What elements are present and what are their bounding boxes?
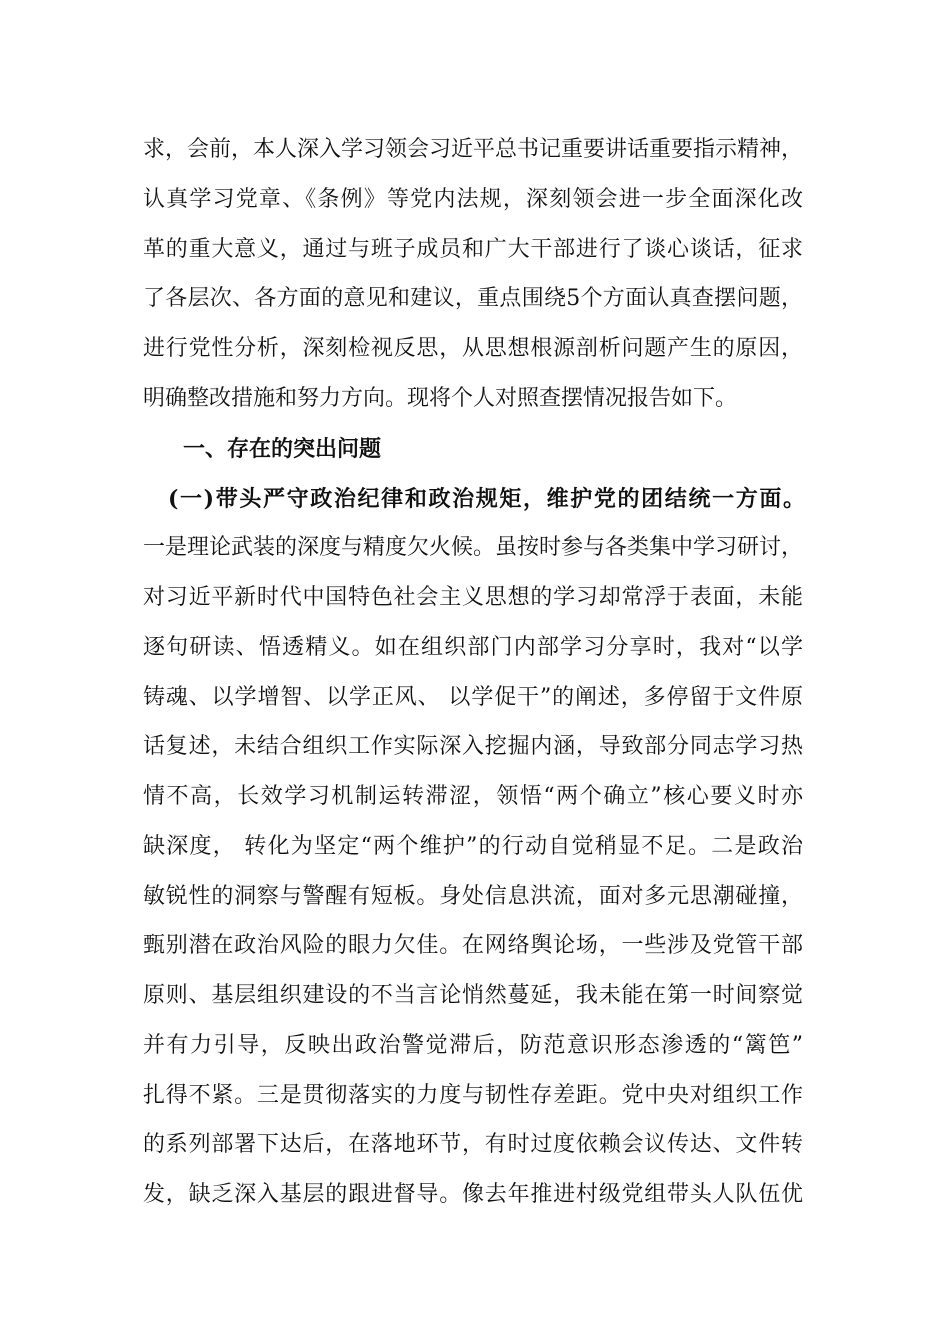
paragraph-line: 敏锐性的洞察与警醒有短板。身处信息洪流，面对多元思潮碰撞， — [143, 884, 803, 909]
paragraph-line: 革的重大意义，通过与班子成员和广大干部进行了谈心谈话，征求 — [143, 237, 803, 262]
paragraph-line: 扎得不紧。三是贯彻落实的力度与韧性存差距。党中央对组织工作 — [143, 1083, 803, 1108]
paragraph-line: 了各层次、各方面的意见和建议，重点围绕5个方面认真查摆问题， — [143, 286, 803, 311]
subsection-heading: (一)带头严守政治纪律和政治规矩，维护党的团结统一方面。 — [168, 486, 805, 512]
paragraph-line: 甄别潜在政治风险的眼力欠佳。在网络舆论场，一些涉及党管干部 — [143, 933, 803, 958]
section-heading: 一、存在的突出问题 — [183, 436, 382, 462]
paragraph-line: 并有力引导，反映出政治警觉滞后，防范意识形态渗透的“篱笆” — [143, 1033, 803, 1058]
paragraph-line: 一是理论武装的深度与精度欠火候。虽按时参与各类集中学习研讨， — [143, 535, 804, 560]
paragraph-line: 铸魂、以学增智、以学正风、 以学促干”的阐述，多停留于文件原 — [143, 685, 803, 710]
paragraph-line: 发，缺乏深入基层的跟进督导。像去年推进村级党组带头人队伍优 — [143, 1182, 803, 1207]
paragraph-line: 进行党性分析，深刻检视反思，从思想根源剖析问题产生的原因， — [143, 336, 803, 361]
paragraph-line: 逐句研读、悟透精义。如在组织部门内部学习分享时，我对“以学 — [143, 635, 803, 660]
paragraph-line: 话复述，未结合组织工作实际深入挖掘内涵，导致部分同志学习热 — [143, 734, 803, 759]
paragraph-line: 认真学习党章、《条例》等党内法规，深刻领会进一步全面深化改 — [143, 187, 803, 212]
paragraph-line: 缺深度， 转化为坚定“两个维护”的行动自觉稍显不足。二是政治 — [143, 834, 803, 859]
paragraph-line: 对习近平新时代中国特色社会主义思想的学习却常浮于表面，未能 — [143, 585, 803, 610]
paragraph-line: 的系列部署下达后，在落地环节，有时过度依赖会议传达、文件转 — [143, 1132, 803, 1157]
paragraph-line: 求，会前，本人深入学习领会习近平总书记重要讲话重要指示精神， — [143, 137, 804, 162]
paragraph-line: 明确整改措施和努力方向。现将个人对照查摆情况报告如下。 — [143, 386, 738, 411]
paragraph-line: 原则、基层组织建设的不当言论悄然蔓延，我未能在第一时间察觉 — [143, 983, 803, 1008]
paragraph-line: 情不高，长效学习机制运转滞涩，领悟“两个确立”核心要义时亦 — [143, 784, 803, 809]
